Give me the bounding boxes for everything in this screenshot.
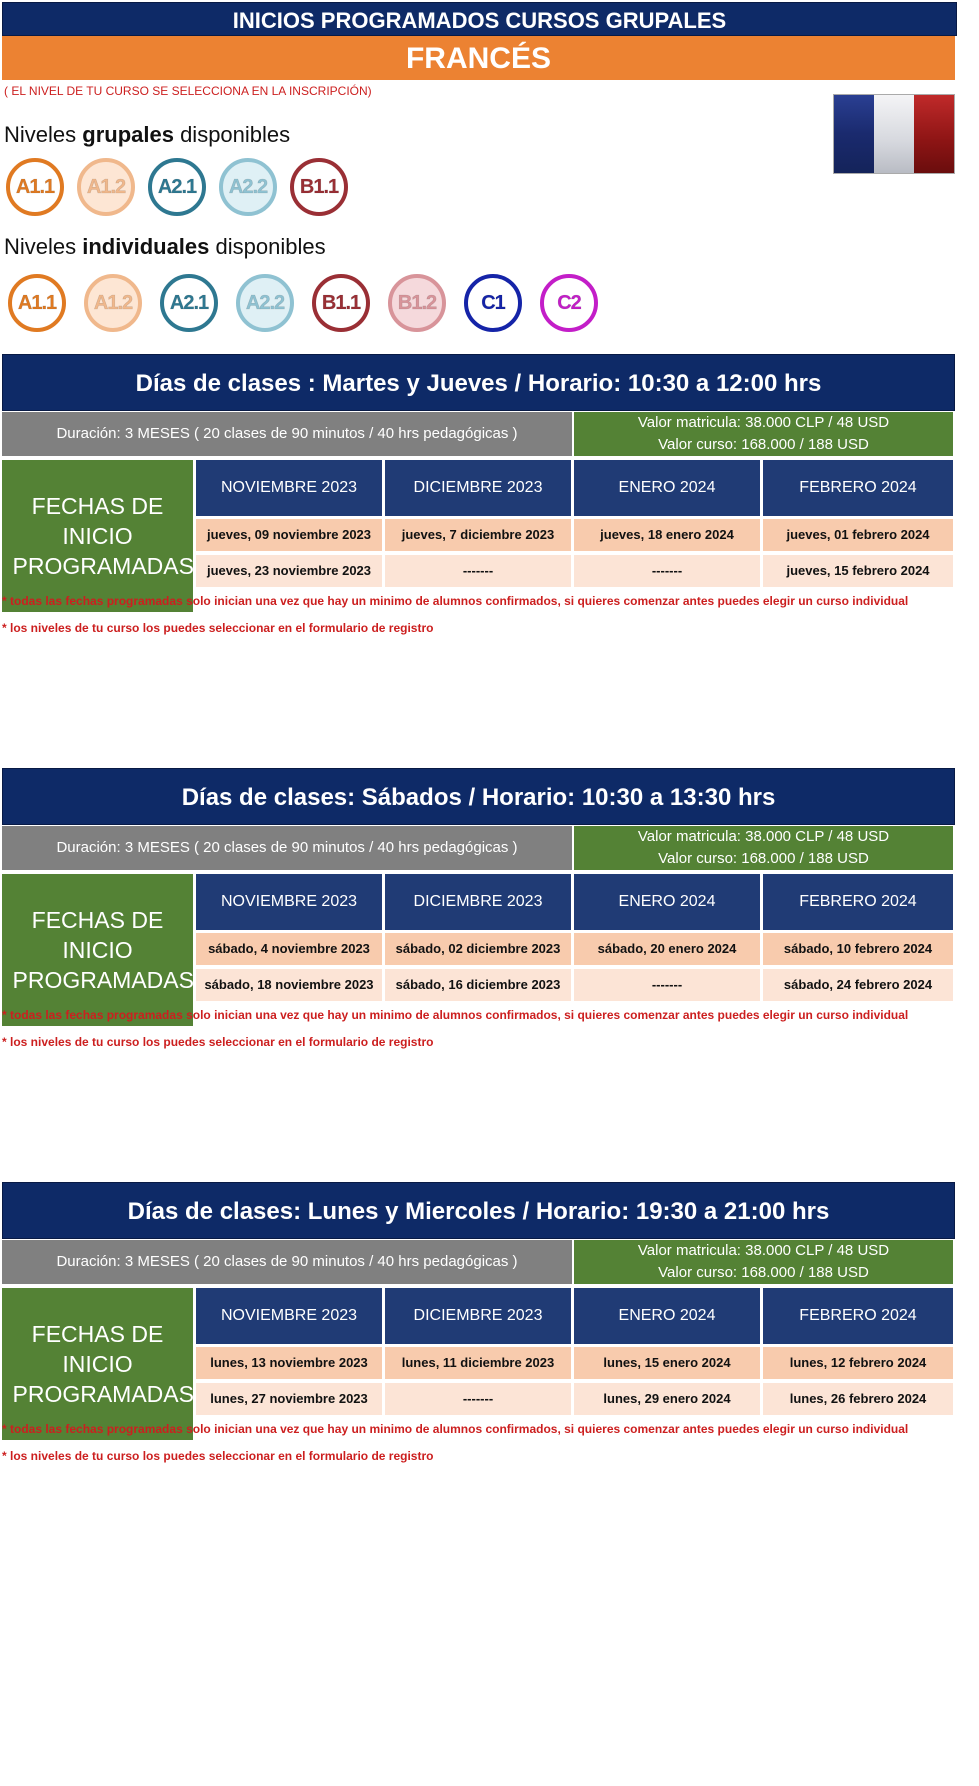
- start-date-cell: sábado, 16 diciembre 2023: [385, 969, 571, 1001]
- month-header: DICIEMBRE 2023: [385, 460, 571, 516]
- level-badge-c2: C2: [540, 274, 598, 332]
- level-badge-a2-2: A2.2: [219, 158, 277, 216]
- start-date-cell: sábado, 02 diciembre 2023: [385, 933, 571, 965]
- start-date-cell: -------: [574, 555, 760, 587]
- month-header: NOVIEMBRE 2023: [196, 1288, 382, 1344]
- level-badge-b1-1: B1.1: [290, 158, 348, 216]
- schedule-header: Días de clases: Sábados / Horario: 10:30 a 13:30 hrs: [2, 768, 955, 825]
- start-date-cell: sábado, 4 noviembre 2023: [196, 933, 382, 965]
- start-date-cell: -------: [574, 969, 760, 1001]
- group-levels-prefix: Niveles: [4, 122, 83, 147]
- start-date-cell: sábado, 20 enero 2024: [574, 933, 760, 965]
- individual-levels-prefix: Niveles: [4, 234, 83, 259]
- start-date-cell: sábado, 18 noviembre 2023: [196, 969, 382, 1001]
- price-cell: [574, 412, 953, 456]
- level-badge-a1-1: A1.1: [6, 158, 64, 216]
- individual-levels-suffix: disponibles: [209, 234, 326, 259]
- start-date-cell: lunes, 27 noviembre 2023: [196, 1383, 382, 1415]
- enrollment-price: Valor matricula: 38.000 CLP / 48 USD: [637, 1242, 890, 1259]
- start-date-cell: lunes, 11 diciembre 2023: [385, 1347, 571, 1379]
- language-title: FRANCÉS: [2, 36, 955, 80]
- duration-cell: Duración: 3 MESES ( 20 clases de 90 minutos / 40 hrs pedagógicas ): [2, 412, 572, 456]
- month-header: NOVIEMBRE 2023: [196, 460, 382, 516]
- level-badge-a2-2: A2.2: [236, 274, 294, 332]
- page-title: INICIOS PROGRAMADOS CURSOS GRUPALES: [2, 2, 957, 36]
- start-date-cell: -------: [385, 1383, 571, 1415]
- start-date-cell: lunes, 13 noviembre 2023: [196, 1347, 382, 1379]
- month-header: FEBRERO 2024: [763, 460, 953, 516]
- group-levels-suffix: disponibles: [173, 122, 291, 147]
- month-header: DICIEMBRE 2023: [385, 874, 571, 930]
- schedule-header: Días de clases: Lunes y Miercoles / Horario: 19:30 a 21:00 hrs: [2, 1182, 955, 1239]
- individual-level-badges: [8, 274, 598, 332]
- month-header: NOVIEMBRE 2023: [196, 874, 382, 930]
- minimum-students-note: * todas las fechas programadas solo inician una vez que hay un minimo de alumnos confirmados, si quieres comenzar antes puedes elegir un curso individual: [2, 1422, 909, 1436]
- schedule-header: Días de clases : Martes y Jueves / Horario: 10:30 a 12:00 hrs: [2, 354, 955, 411]
- level-badge-b1-1: B1.1: [312, 274, 370, 332]
- start-date-cell: lunes, 26 febrero 2024: [763, 1383, 953, 1415]
- level-registration-note: * los niveles de tu curso los puedes seleccionar en el formulario de registro: [2, 1035, 434, 1049]
- individual-levels-emphasis: individuales: [82, 234, 210, 259]
- start-date-cell: lunes, 29 enero 2024: [574, 1383, 760, 1415]
- price-cell: [574, 1240, 953, 1284]
- course-price: Valor curso: 168.000 / 188 USD: [658, 850, 869, 867]
- level-badge-b1-2: B1.2: [388, 274, 446, 332]
- start-date-cell: lunes, 12 febrero 2024: [763, 1347, 953, 1379]
- group-levels-heading: [4, 122, 290, 148]
- start-date-cell: jueves, 23 noviembre 2023: [196, 555, 382, 587]
- start-date-cell: jueves, 18 enero 2024: [574, 519, 760, 551]
- enrollment-price: Valor matricula: 38.000 CLP / 48 USD: [637, 414, 890, 431]
- individual-levels-heading: [4, 234, 326, 260]
- level-selection-note: ( EL NIVEL DE TU CURSO SE SELECCIONA EN LA INSCRIPCIÓN): [4, 84, 372, 98]
- level-registration-note: * los niveles de tu curso los puedes seleccionar en el formulario de registro: [2, 1449, 434, 1463]
- group-level-badges: [6, 158, 348, 216]
- duration-cell: Duración: 3 MESES ( 20 clases de 90 minutos / 40 hrs pedagógicas ): [2, 1240, 572, 1284]
- month-header: FEBRERO 2024: [763, 1288, 953, 1344]
- start-date-cell: jueves, 09 noviembre 2023: [196, 519, 382, 551]
- start-date-cell: -------: [385, 555, 571, 587]
- course-price: Valor curso: 168.000 / 188 USD: [658, 436, 869, 453]
- duration-cell: Duración: 3 MESES ( 20 clases de 90 minutos / 40 hrs pedagógicas ): [2, 826, 572, 870]
- start-date-cell: sábado, 10 febrero 2024: [763, 933, 953, 965]
- start-dates-label: FECHAS DE INICIO PROGRAMADAS: [2, 460, 193, 612]
- course-price: Valor curso: 168.000 / 188 USD: [658, 1264, 869, 1281]
- minimum-students-note: * todas las fechas programadas solo inician una vez que hay un minimo de alumnos confirmados, si quieres comenzar antes puedes elegir un curso individual: [2, 1008, 909, 1022]
- start-date-cell: jueves, 7 diciembre 2023: [385, 519, 571, 551]
- level-badge-c1: C1: [464, 274, 522, 332]
- month-header: ENERO 2024: [574, 460, 760, 516]
- level-badge-a1-2: A1.2: [84, 274, 142, 332]
- start-dates-label: FECHAS DE INICIO PROGRAMADAS: [2, 874, 193, 1026]
- level-badge-a1-1: A1.1: [8, 274, 66, 332]
- enrollment-price: Valor matricula: 38.000 CLP / 48 USD: [637, 828, 890, 845]
- month-header: FEBRERO 2024: [763, 874, 953, 930]
- month-header: ENERO 2024: [574, 874, 760, 930]
- level-badge-a2-1: A2.1: [160, 274, 218, 332]
- start-date-cell: jueves, 01 febrero 2024: [763, 519, 953, 551]
- level-badge-a2-1: A2.1: [148, 158, 206, 216]
- level-badge-a1-2: A1.2: [77, 158, 135, 216]
- start-dates-label: FECHAS DE INICIO PROGRAMADAS: [2, 1288, 193, 1440]
- start-date-cell: jueves, 15 febrero 2024: [763, 555, 953, 587]
- france-flag-icon: [833, 94, 955, 174]
- start-date-cell: lunes, 15 enero 2024: [574, 1347, 760, 1379]
- level-registration-note: * los niveles de tu curso los puedes seleccionar en el formulario de registro: [2, 621, 434, 635]
- month-header: DICIEMBRE 2023: [385, 1288, 571, 1344]
- price-cell: [574, 826, 953, 870]
- start-date-cell: sábado, 24 febrero 2024: [763, 969, 953, 1001]
- minimum-students-note: * todas las fechas programadas solo inician una vez que hay un minimo de alumnos confirmados, si quieres comenzar antes puedes elegir un curso individual: [2, 594, 909, 608]
- month-header: ENERO 2024: [574, 1288, 760, 1344]
- group-levels-emphasis: grupales: [82, 122, 174, 147]
